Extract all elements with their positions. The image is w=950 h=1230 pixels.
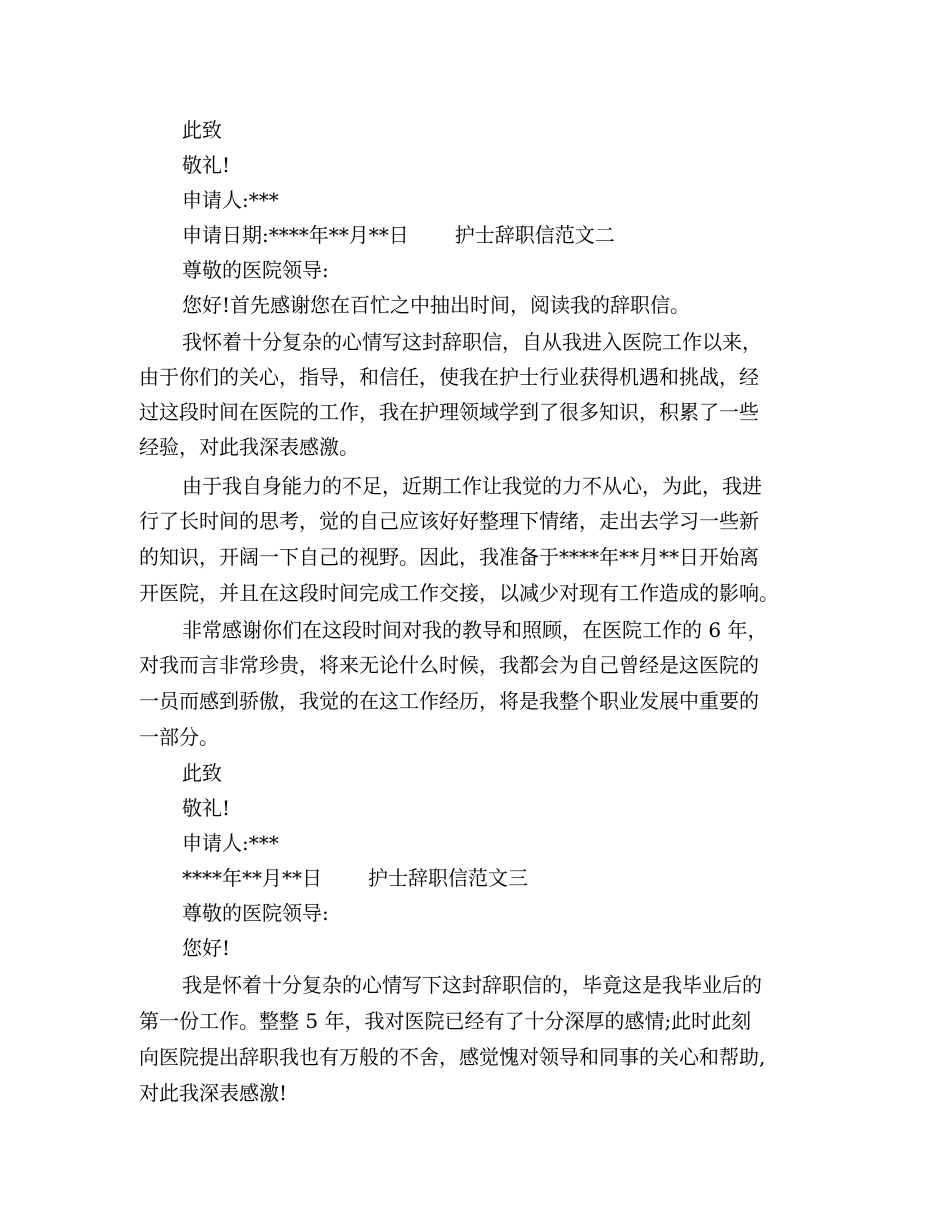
paragraph-line: 的知识，开阔一下自己的视野。因此，我准备于****年**月**日开始离	[139, 545, 759, 569]
closing-regards: 敬礼!	[182, 153, 231, 177]
date-and-heading-line	[0, 218, 950, 253]
greeting-line: 您好!首先感谢您在百忙之中抽出时间，阅读我的辞职信。	[182, 293, 691, 317]
paragraph-line: 非常感谢你们在这段时间对我的教导和照顾，在医院工作的 6 年，	[182, 618, 768, 642]
application-date: ****年**月**日	[182, 866, 322, 890]
paragraph-line: 开医院，并且在这段时间完成工作交接，以减少对现有工作造成的影响。	[139, 581, 779, 605]
paragraph-line: 由于你们的关心，指导，和信任，使我在护士行业获得机遇和挑战，经	[139, 365, 759, 389]
paragraph-line: 我是怀着十分复杂的心情写下这封辞职信的，毕竟这是我毕业后的	[182, 973, 762, 997]
closing-salutation: 此致	[182, 118, 222, 142]
paragraph-line: 过这段时间在医院的工作，我在护理领域学到了很多知识，积累了一些	[139, 400, 759, 424]
paragraph-line: 行了长时间的思考，觉的自己应该好好整理下情绪，走出去学习一些新	[139, 509, 759, 533]
greeting-recipient: 尊敬的医院领导:	[182, 901, 329, 925]
applicant-line: 申请人:***	[182, 188, 279, 212]
date-and-heading-line	[0, 861, 950, 896]
paragraph-line: 经验，对此我深表感激。	[139, 435, 359, 459]
paragraph-line: 对此我深表感激!	[139, 1081, 288, 1105]
closing-salutation: 此致	[182, 761, 222, 785]
paragraph-line: 一员而感到骄傲，我觉的在这工作经历，将是我整个职业发展中重要的	[139, 689, 759, 713]
greeting-recipient: 尊敬的医院领导:	[182, 258, 329, 282]
applicant-line: 申请人:***	[182, 831, 279, 855]
paragraph-line: 我怀着十分复杂的心情写这封辞职信，自从我进入医院工作以来，	[182, 330, 762, 354]
closing-regards: 敬礼!	[182, 796, 231, 820]
paragraph-line: 一部分。	[139, 725, 219, 749]
paragraph-line: 由于我自身能力的不足，近期工作让我觉的力不从心，为此，我进	[182, 474, 762, 498]
section-heading: 护士辞职信范文三	[368, 866, 528, 890]
paragraph-line: 向医院提出辞职我也有万般的不舍，感觉愧对领导和同事的关心和帮助,	[139, 1045, 766, 1069]
paragraph-line: 对我而言非常珍贵，将来无论什么时候，我都会为自己曾经是这医院的	[139, 653, 759, 677]
greeting-line: 您好!	[182, 936, 231, 960]
section-heading: 护士辞职信范文二	[454, 223, 615, 247]
application-date: 申请日期:****年**月**日	[182, 223, 409, 247]
paragraph-line: 第一份工作。整整 5 年，我对医院已经有了十分深厚的感情;此时此刻	[139, 1009, 752, 1033]
